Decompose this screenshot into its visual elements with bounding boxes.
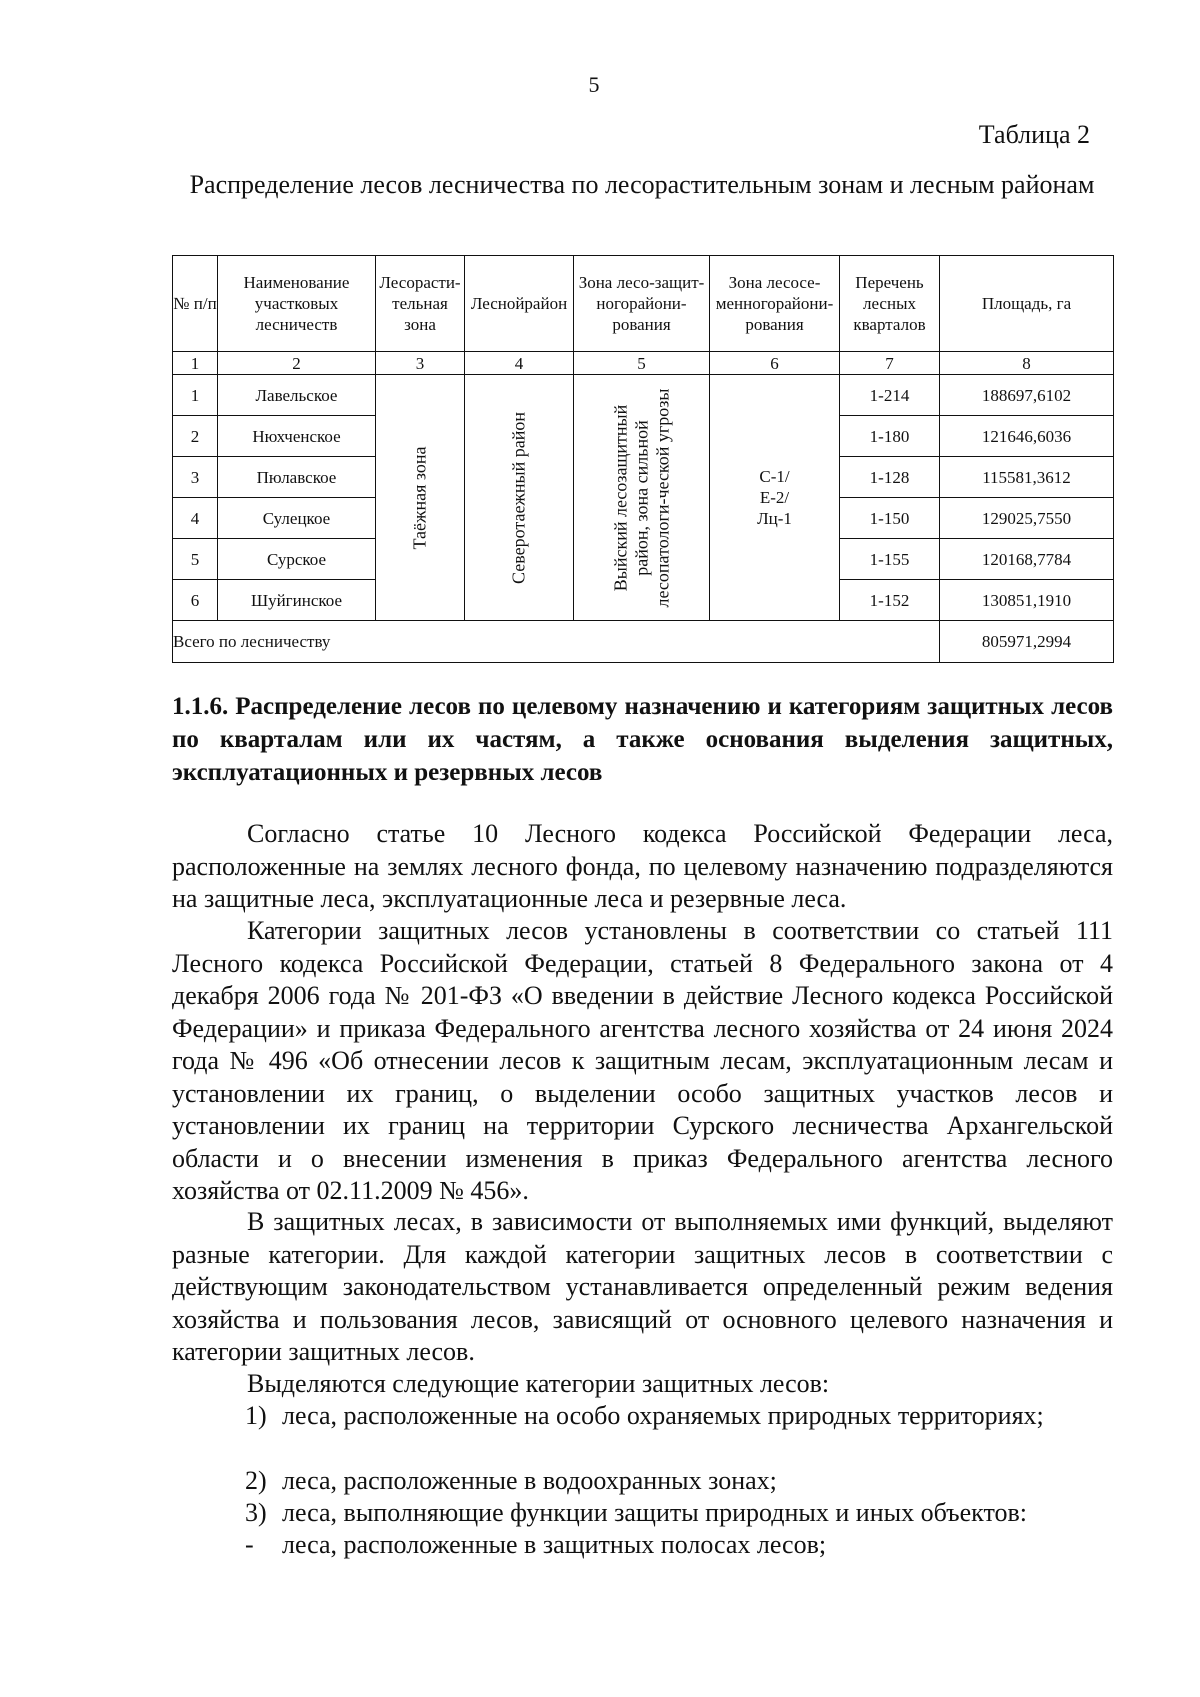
list-item (172, 1465, 1113, 1498)
table-row (173, 375, 1114, 416)
header-forest-district: Леснойрайон (465, 256, 574, 352)
seed-zone-cell (710, 375, 840, 621)
forestry-name: Пюлавское (218, 457, 376, 498)
area-value: 120168,7784 (940, 539, 1114, 580)
forestry-name: Шуйгинское (218, 580, 376, 621)
total-area: 805971,2994 (940, 621, 1114, 663)
seed-zone-line: Е-2/ (759, 488, 790, 507)
column-number: 4 (465, 352, 574, 375)
column-number: 3 (376, 352, 465, 375)
vegetation-zone-cell (376, 375, 465, 621)
area-value: 129025,7550 (940, 498, 1114, 539)
paragraph: Категории защитных лесов установлены в соответствии со статьей 111 Лесного кодекса Российской Федерации, статьей 8 Федерального закона от 4 декабря 2006 года № 201-ФЗ «О введении в действие Лесного кодекса Российской Федерации» и приказа Федерального агентства лесного хозяйства от 24 июня 2024 года № 496 «Об отнесении лесов к защитным лесам, эксплуатационным лесам и установлении их границ, о выделении особо защитных участков лесов и установлении их границ на территории Сурского лесничества Архангельской области и о внесении изменения в приказ Федерального агентства лесного хозяйства от 02.11.2009 № 456». (172, 916, 1113, 1205)
list-marker: - (245, 1530, 254, 1559)
column-number: 6 (710, 352, 840, 375)
table-title: Распределение лесов лесничества по лесорастительным зонам и лесным районам (189, 170, 1095, 199)
list-item (172, 1529, 1113, 1562)
quarters-range: 1-152 (840, 580, 940, 621)
quarters-range: 1-214 (840, 375, 940, 416)
table-total-row (173, 621, 1114, 663)
forest-district-text: Северотаежный район (508, 411, 529, 584)
list-item (172, 1497, 1113, 1530)
protection-zone-line: район, зона сильной (631, 419, 651, 576)
column-number: 7 (840, 352, 940, 375)
page-number: 5 (588, 72, 600, 97)
paragraph: В защитных лесах, в зависимости от выполняемых ими функций, выделяют разные категории. Для каждой категории защитных лесов в соответствии с действующим законодательством устанавливается определенный режим ведения хозяйства и пользования лесов, зависящий от основного целевого назначения и категории защитных лесов. (172, 1207, 1113, 1366)
forestry-name: Сулецкое (218, 498, 376, 539)
header-name: Наименование участковых лесничеств (218, 256, 376, 352)
vegetation-zone-text: Таёжная зона (409, 446, 430, 549)
column-number: 2 (218, 352, 376, 375)
row-number: 2 (173, 416, 218, 457)
row-number: 5 (173, 539, 218, 580)
list-marker: 3) (245, 1498, 267, 1527)
quarters-range: 1-180 (840, 416, 940, 457)
forest-distribution-table (172, 255, 1114, 663)
header-vegetation-zone: Лесорасти-тельная зона (376, 256, 465, 352)
area-value: 130851,1910 (940, 580, 1114, 621)
total-label: Всего по лесничеству (173, 621, 940, 663)
quarters-range: 1-150 (840, 498, 940, 539)
column-number: 8 (940, 352, 1114, 375)
header-seed-zone: Зона лесосе-менногорайони-рования (710, 256, 840, 352)
forestry-name: Лавельское (218, 375, 376, 416)
protection-zone-text (610, 388, 673, 607)
list-marker: 2) (245, 1466, 267, 1495)
table-header-row (173, 256, 1114, 352)
column-number: 5 (574, 352, 710, 375)
protection-zone-line: Выйский лесозащитный (610, 404, 630, 591)
header-quarters: Перечень лесных кварталов (840, 256, 940, 352)
seed-zone-line: С-1/ (759, 467, 790, 486)
row-number: 3 (173, 457, 218, 498)
list-item-text: леса, выполняющие функции защиты природных и иных объектов: (282, 1498, 1027, 1527)
area-value: 188697,6102 (940, 375, 1114, 416)
row-number: 1 (173, 375, 218, 416)
quarters-range: 1-128 (840, 457, 940, 498)
list-marker: 1) (245, 1401, 267, 1430)
forestry-name: Сурское (218, 539, 376, 580)
seed-zone-line: Лц-1 (757, 509, 792, 528)
row-number: 4 (173, 498, 218, 539)
list-item (172, 1400, 1113, 1433)
column-number-row (173, 352, 1114, 375)
list-item-text: леса, расположенные в водоохранных зонах; (282, 1466, 777, 1495)
paragraph: Выделяются следующие категории защитных лесов: (247, 1369, 830, 1398)
header-number: № п/п (173, 256, 218, 352)
area-value: 121646,6036 (940, 416, 1114, 457)
forestry-name: Нюхченское (218, 416, 376, 457)
protection-zone-cell (574, 375, 710, 621)
list-item-text: леса, расположенные на особо охраняемых природных территориях; (282, 1401, 1044, 1430)
table-label: Таблица 2 (978, 120, 1090, 149)
header-area: Площадь, га (940, 256, 1114, 352)
list-item-text: леса, расположенные в защитных полосах лесов; (282, 1530, 827, 1559)
forest-district-cell (465, 375, 574, 621)
paragraph: Согласно статье 10 Лесного кодекса Российской Федерации леса, расположенные на землях лесного фонда, по целевому назначению подразделяются на защитные леса, эксплуатационные леса и резервные леса. (172, 819, 1113, 913)
header-protection-zone: Зона лесо-защит-ногорайони-рования (574, 256, 710, 352)
section-heading: 1.1.6. Распределение лесов по целевому назначению и категориям защитных лесов по кварталам или их частям, а также основания выделения защитных, эксплуатационных и резервных лесов (172, 693, 1113, 786)
protection-zone-line: лесопатологи-ческой угрозы (652, 388, 672, 607)
row-number: 6 (173, 580, 218, 621)
area-value: 115581,3612 (940, 457, 1114, 498)
column-number: 1 (173, 352, 218, 375)
quarters-range: 1-155 (840, 539, 940, 580)
